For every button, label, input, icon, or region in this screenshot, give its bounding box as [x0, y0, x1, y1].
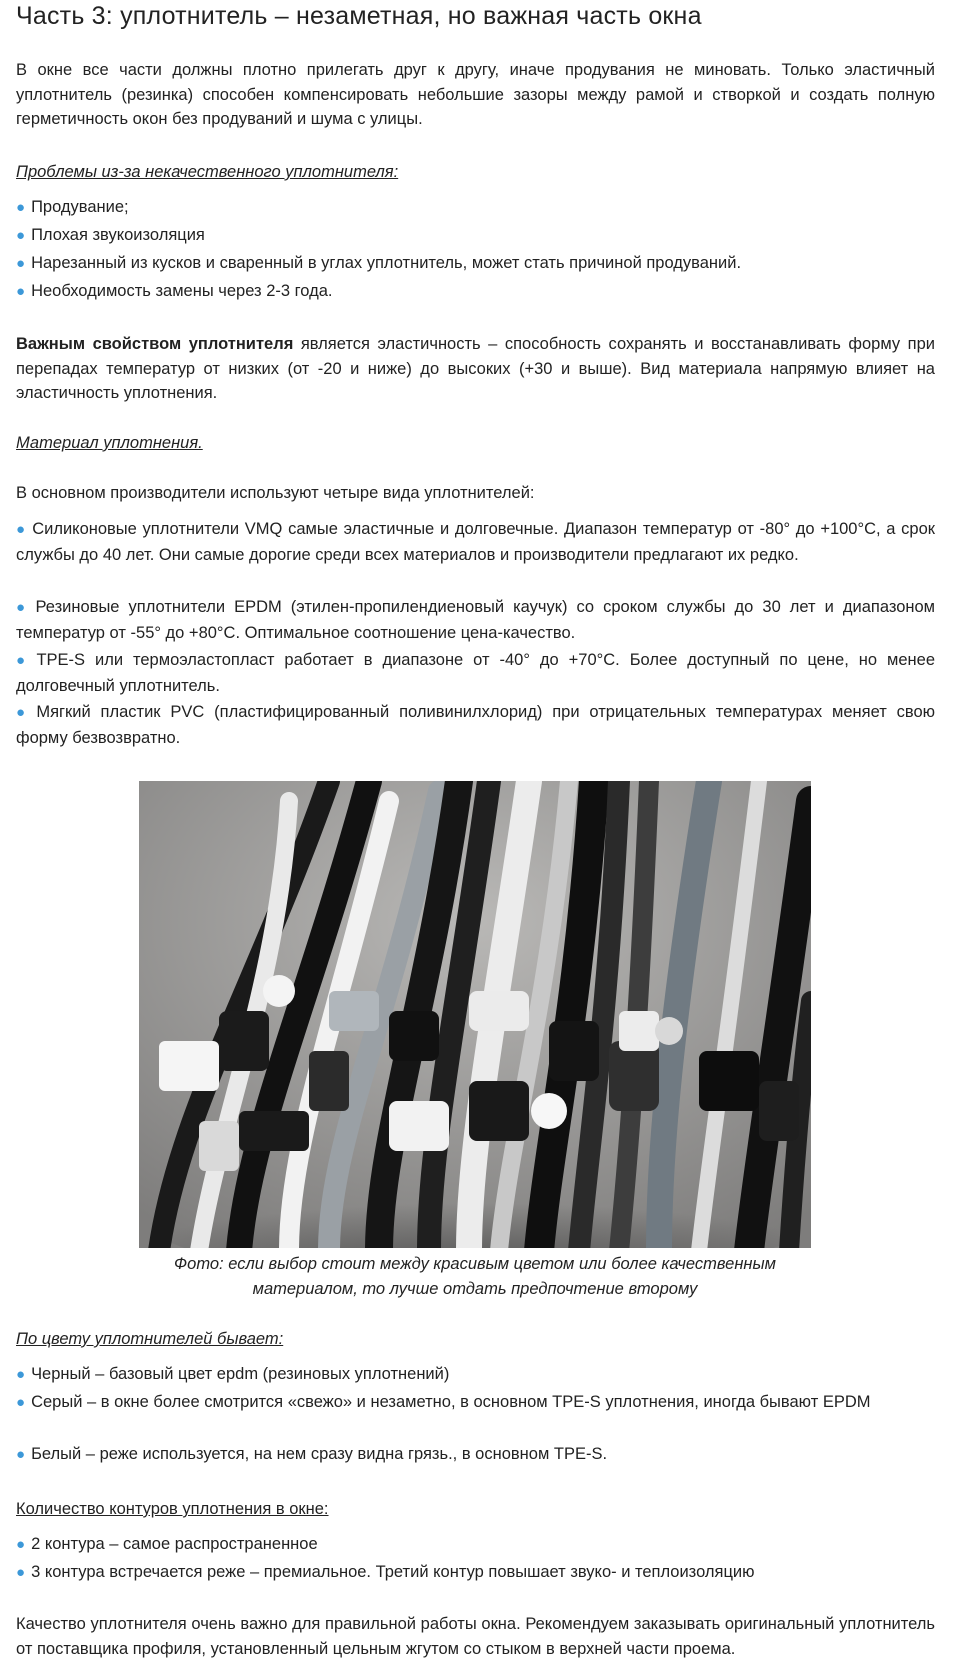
list-item: ● 2 контура – самое распространенное [16, 1535, 318, 1553]
list-item: ● Мягкий пластик PVC (пластифицированный поливинилхлорид) при отрицательных температурах меняет свою форму безвозвратно. [16, 703, 935, 747]
seals-photo [139, 781, 811, 1248]
article-title: Часть 3: уплотнитель – незаметная, но важная часть окна [16, 2, 702, 30]
list-item: ● Белый – реже используется, на нем сразу видна грязь., в основном TPE-S. [16, 1445, 608, 1463]
problems-heading: Проблемы из-за некачественного уплотнителя: [16, 163, 399, 181]
list-item: ● Серый – в окне более смотрится «свежо» и незаметно, в основном TPE-S уплотнения, иногда бывают EPDM [16, 1393, 871, 1411]
bullet-icon: ● [16, 227, 26, 244]
material-heading: Материал уплотнения. [16, 434, 203, 452]
bullet-icon: ● [16, 652, 31, 669]
list-item: ● Черный – базовый цвет epdm (резиновых уплотнений) [16, 1365, 450, 1383]
bullet-icon: ● [16, 521, 27, 538]
bullet-icon: ● [16, 599, 30, 616]
list-item: ● Необходимость замены через 2-3 года. [16, 282, 333, 300]
intro-paragraph: В окне все части должны плотно прилегать друг к другу, иначе продувания не миновать. Только эластичный уплотнитель (резинка) способен компенсировать небольшие зазоры между рамой и створкой и создать полную герметичность окон без продуваний и шума с улицы. [16, 61, 935, 128]
list-item: ● Продувание; [16, 198, 129, 216]
contours-heading: Количество контуров уплотнения в окне: [16, 1500, 329, 1518]
bullet-icon: ● [16, 1446, 26, 1463]
list-item: ● Силиконовые уплотнители VMQ самые эластичные и долговечные. Диапазон температур от -80° до +100°С, а срок службы до 40 лет. Они самые дорогие среди всех материалов и производители предлагают их редко. [16, 520, 935, 564]
list-item: ● Плохая звукоизоляция [16, 226, 205, 244]
bullet-icon: ● [16, 1564, 26, 1581]
bullet-icon: ● [16, 1394, 26, 1411]
photo-caption: Фото: если выбор стоит между красивым цветом или более качественным материалом, то лучше отдать предпочтение второму [174, 1255, 776, 1298]
list-item: ● TPE-S или термоэластопласт работает в диапазоне от -40° до +70°С. Более доступный по цене, но менее долговечный уплотнитель. [16, 651, 935, 695]
bullet-icon: ● [16, 1536, 26, 1553]
bullet-icon: ● [16, 283, 26, 300]
elasticity-bold: Важным свойством уплотнителя [16, 335, 294, 353]
list-item: ● 3 контура встречается реже – премиальное. Третий контур повышает звуко- и теплоизоляцию [16, 1563, 755, 1581]
bullet-icon: ● [16, 255, 26, 272]
colors-heading: По цвету уплотнителей бывает: [16, 1330, 284, 1348]
conclusion-paragraph: Качество уплотнителя очень важно для правильной работы окна. Рекомендуем заказывать оригинальный уплотнитель от поставщика профиля, установленный цельным жгутом со стыком в верхней части проема. [16, 1615, 935, 1658]
bullet-icon: ● [16, 704, 31, 721]
material-lead: В основном производители используют четыре вида уплотнителей: [16, 484, 535, 502]
elasticity-paragraph: Важным свойством уплотнителя является эластичность – способность сохранять и восстанавливать форму при перепадах температур от низких (от -20 и ниже) до высоких (+30 и выше). Вид материала напрямую влияет на эластичность уплотнения. [16, 335, 935, 402]
list-item: ● Резиновые уплотнители EPDM (этилен-пропилендиеновый каучук) со сроком службы до 30 лет и диапазоном температур от -55° до +80°С. Оптимальное соотношение цена-качество. [16, 598, 936, 642]
bullet-icon: ● [16, 199, 26, 216]
seal-profiles-illustration [139, 781, 811, 1248]
list-item: ● Нарезанный из кусков и сваренный в углах уплотнитель, может стать причиной продуваний. [16, 254, 742, 272]
bullet-icon: ● [16, 1366, 26, 1383]
